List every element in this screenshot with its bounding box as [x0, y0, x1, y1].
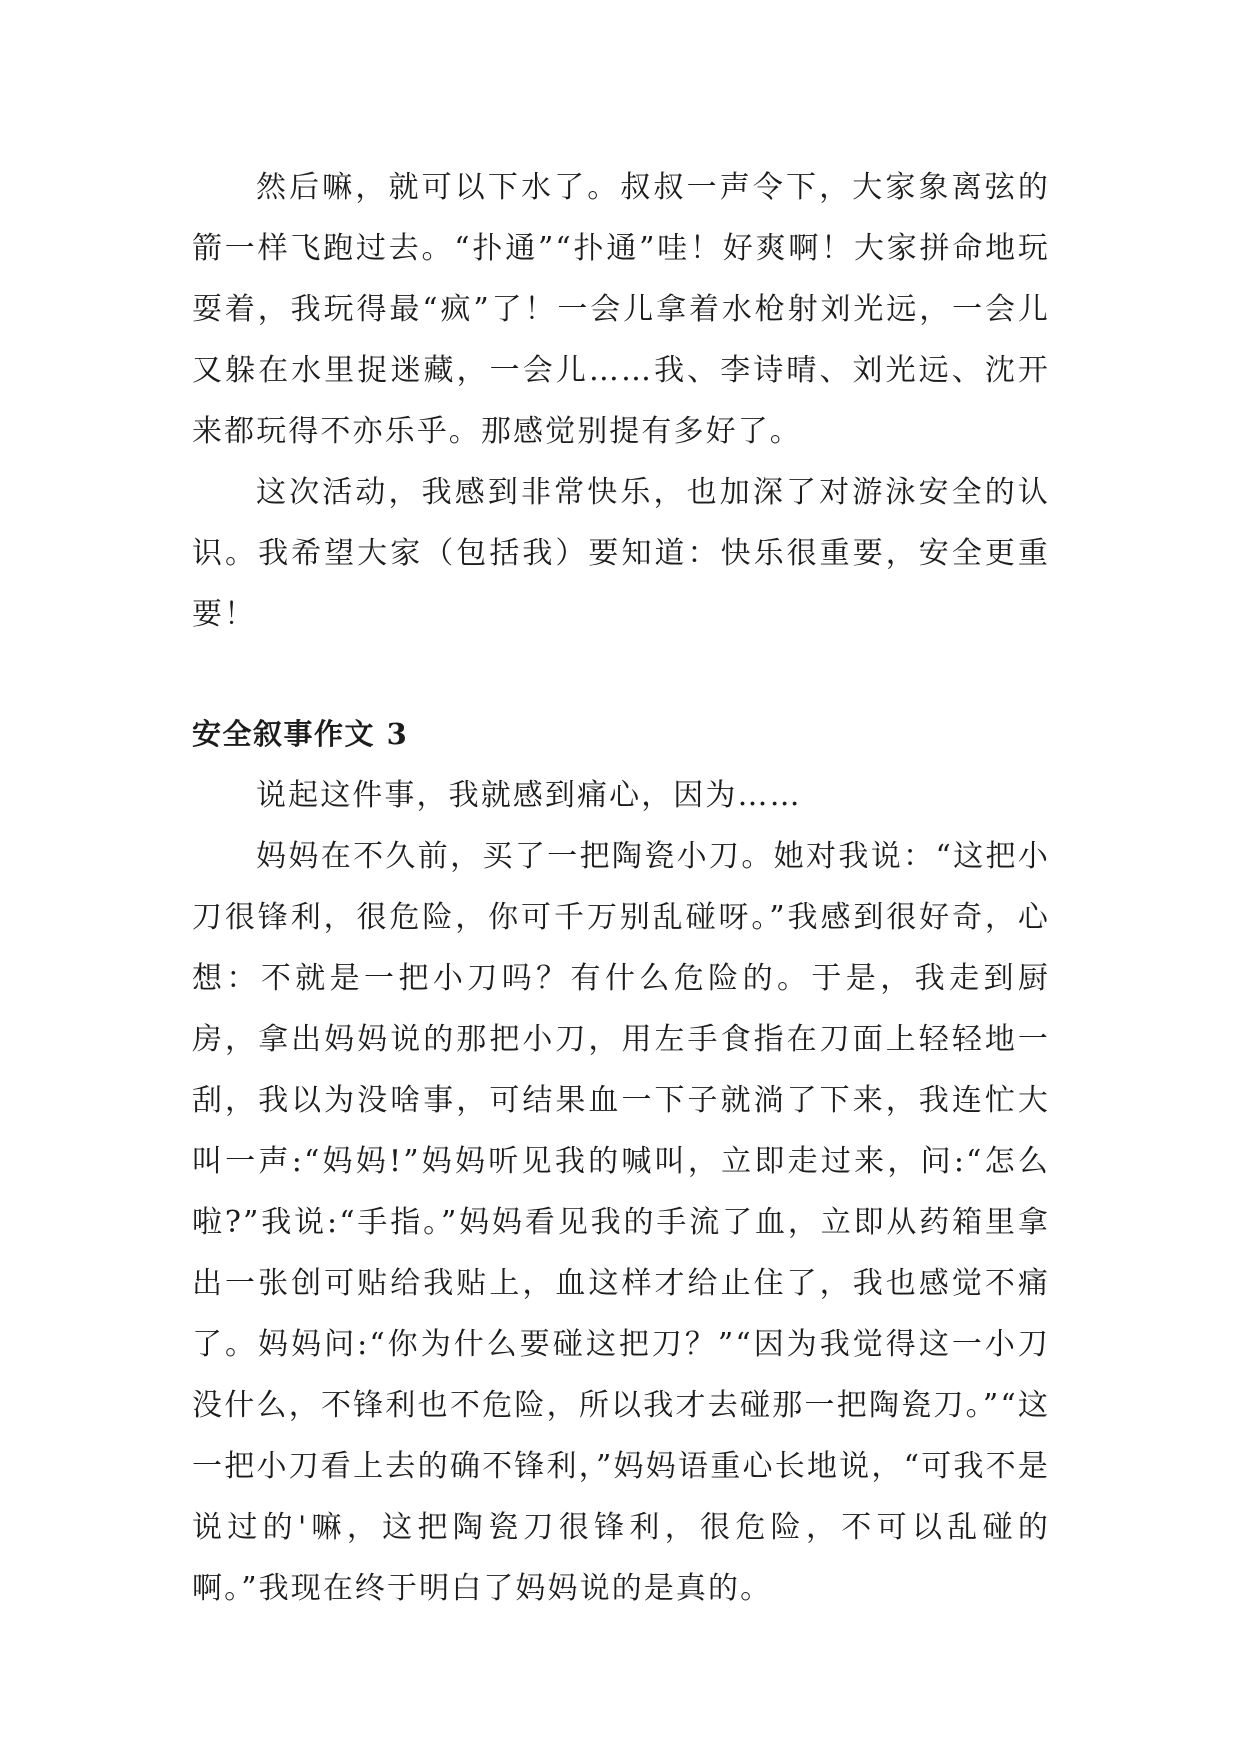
paragraph-water-play: 然后嘛，就可以下水了。叔叔一声令下，大家象离弦的箭一样飞跑过去。“扑通”“扑通”哇！好爽啊！大家拼命地玩耍着，我玩得最“疯”了！一会儿拿着水枪射刘光远，一会儿又躲在水里捉迷藏，一会儿……我、李诗晴、刘光远、沈开来都玩得不亦乐乎。那感觉别提有多好了。 [192, 170, 1050, 449]
paragraph-intro: 说起这件事，我就感到痛心，因为…… [256, 778, 802, 813]
section-gap [192, 645, 1050, 704]
document-page [192, 157, 1050, 1619]
paragraph-conclusion: 这次活动，我感到非常快乐，也加深了对游泳安全的认识。我希望大家（包括我）要知道：快乐很重要，安全更重要！ [192, 475, 1050, 632]
paragraph-knife-story: 妈妈在不久前，买了一把陶瓷小刀。她对我说：“这把小刀很锋利，很危险，你可千万别乱碰呀。”我感到很好奇，心想：不就是一把小刀吗？有什么危险的。于是，我走到厨房，拿出妈妈说的那把小刀，用左手食指在刀面上轻轻地一刮，我以为没啥事，可结果血一下子就淌了下来，我连忙大叫一声:“妈妈!”妈妈听见我的喊叫，立即走过来，问:“怎么啦?”我说:“手指。”妈妈看见我的手流了血，立即从药箱里拿出一张创可贴给我贴上，血这样才给止住了，我也感觉不痛了。妈妈问:“你为什么要碰这把刀？”“因为我觉得这一小刀没什么，不锋利也不危险，所以我才去碰那一把陶瓷刀。”“这一把小刀看上去的确不锋利，”妈妈语重心长地说，“可我不是说过的'嘛，这把陶瓷刀很锋利，很危险，不可以乱碰的啊。”我现在终于明白了妈妈说的是真的。 [192, 839, 1050, 1606]
section-title: 安全叙事作文 3 [192, 717, 409, 751]
